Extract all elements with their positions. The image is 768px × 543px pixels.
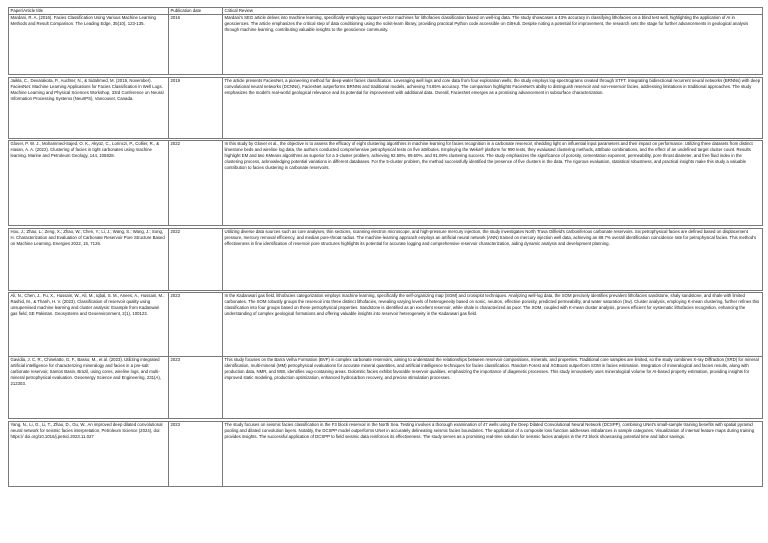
table-row [9,141,763,226]
review-cell[interactable]: This study focuses on the Barra Velha Formation (BVF) in complex carbonate reservoirs, aiming to understand the relationships between reservoir compositions, minerals, and properties. Traditional core samples are limited, so the study combines X-ray Diffraction (XRD) for mineral identification, multi-mineral (MM) petrophysical evaluations for accurate mineral quantities, and artificial intelligence techniques for facies classification. Random Forest and XGBoost outperform SOM in facies estimation. Integration of mineralogical and facies results, along with production data, NMR, and WBI, identifies vug-containing areas. Dolomitic facies exhibit favorable reservoir qualities, emphasizing the importance of diagenetic processes. This study innovatively uses mineralogical volume for AI-based property estimation, providing insights for improved static modeling, production optimization, enhanced hydrocarbon recovery, and precise stimulation processes. [223,357,763,419]
paper-cell[interactable]: Jaikla, C., Devarakota, P., Auchter, N., & Sidahmed, M. (2019, November). FaciesNet: Machine Learning Applications for Facies Classification in Well Logs. Machine Learning and Physical Sciences Workshop, 33rd Conference on Neural Information Processing Systems (NeurIPS), Vancouver, Canada. [9,77,169,138]
date-cell[interactable]: 2023 [169,293,223,357]
table-row [9,421,763,486]
literature-review-table [8,7,763,487]
header-paper[interactable]: Paper/Article title [9,8,169,15]
date-cell[interactable]: 2023 [169,421,223,486]
date-cell[interactable]: 2022 [169,228,223,290]
table-row [9,15,763,75]
review-cell[interactable]: In the Kadanwari gas field, lithofacies categorization employs machine learning, specifically the self-organizing map (SOM) and crossplot techniques. Analyzing well-log data, the SOM precisely identifies prevalent lithofacies sandstone, shaly sandstone, and shale with limited carbonates. The SOM robustly groups the reservoir into three distinct lithofacies, revealing varying levels of heterogeneity based on sonic, neutron, effective porosity, predicted permeability, and water saturation (Sw). Cluster analysis, employing K-mean clustering, further refines this classification into four groups based on these petrophysical properties. Sandstone is identified as an excellent reservoir, while shale is characterized as poor. The SOM, coupled with K-mean cluster analysis, proves efficient for systematic lithofacies recognition, enhancing the understanding of complex geological formations and offering valuable insights into reservoir heterogeneity in the Kadanwari gas field. [223,293,763,357]
header-row [9,8,763,15]
review-cell[interactable]: The study focuses on seismic facies classification in the F3 block reservoir in the North Sea. Testing involves a thorough examination of 47 wells using the Deep Dilated Convolutional Neural Network (DCSPP), combining UNet's small-sample training benefits with spatial pyramid pooling and dilated convolution layers. Notably, the DCSPP model outperforms UNet in accurately delineating seismic facies boundaries. The application of a composite loss function addresses imbalances in sample categories. Visualization of internal feature maps during training provides insights. The successful application of DCSPP to field seismic data reinforces its effectiveness. The study serves as a promising real-time solution for seismic facies analysis in the F3 block showcasing potential time and labor savings. [223,421,763,486]
paper-cell[interactable]: Gavidia, J. C. R., Chinelatto, G. F., Basso, M., et al. (2023). Utilizing integrated artificial intelligence for characterizing mineralogy and facies in a pre-salt carbonate reservoir, Santos Basin, Brazil, using cores, wireline logs, and multi-mineral petrophysical evaluation. Geoenergy Science and Engineering, 231(A), 212303. [9,357,169,419]
review-cell[interactable]: In this study by Glover et al., the objective is to assess the efficacy of eight clustering algorithms in machine learning for facies recognition in a carbonate reservoir, shedding light on influential input parameters and their impact on performance. Utilizing three datasets from distinct limestone beds and wireline log data, the authors conducted comprehensive petrophysical tests on five attributes. Employing the Weka® platform for 990 tests, they evaluated clustering methods, attribute combinations, and the effect of an undefined target cluster count. Results highlight EM and two KMeans algorithms as superior for a 3-cluster problem, achieving 92.58%, 89.60%, and 91.09% clustering success. The study emphasizes the significance of porosity, cementation exponent, permeability, pore throat diameter, and free fluid index in the clustering process, acknowledging potential variations in different databases. For the 5-cluster problem, the method successfully identified the presence of five clusters in the data. The rigorous evaluation, statistical robustness, and practical insights make this study a valuable contribution to facies clustering in carbonate reservoirs. [223,141,763,226]
paper-cell[interactable]: Glover, P. W. J., Mohammed-Sajed, O. K., Akyüz, C., Lorinczi, P., Collier, R., & Hasan, A. A. (2022). Clustering of facies in tight carbonates using machine learning. Marine and Petroleum Geology, 144, 105828. [9,141,169,226]
table-row [9,77,763,138]
paper-cell[interactable]: Ali, N., Chen, J., Fu, X., Hussain, W., Ali, M., Iqbal, S. M., Anees, A., Hussain, M., Rashid, M., & Thanh, H. V. (2023). Classification of reservoir quality using unsupervised machine learning and cluster analysis: Example from Kadanwari gas field, SE Pakistan. Geosystems and Geoenvironment, 2(1), 100123. [9,293,169,357]
table-row [9,357,763,419]
date-cell[interactable]: 2016 [169,15,223,75]
header-review[interactable]: Critical Review [223,8,763,15]
table-row [9,293,763,357]
review-cell[interactable]: Utilizing diverse data sources such as core analyses, thin sections, scanning electron microscope, and high-pressure mercury injection, the study investigates North Truva Oilfield's carboniferous carbonate reservoirs. Six petrophysical facies are defined based on displacement pressure, mercury removal efficiency, and median pore-throat radius. The machine-learning approach employs an artificial neural network (ANN) trained on mercury injection well data, achieving an 89.7% overall identification coincidence rate for petrophysical facies. This method's effectiveness in fine identification of reservoir pore structures highlights its potential for accurate logging and comprehensive reservoir characterization, aiding dynamic analysis and development planning. [223,228,763,290]
table-row [9,228,763,290]
paper-cell[interactable]: Yang, N., Li, G., Li, T., Zhao, D., Gu, W., An improved deep dilated convolutional neural network for seismic facies interpretation, Petroleum Science (2024), doi: https:// doi.org/10.1016/j.petsci.2023.11.027 [9,421,169,486]
date-cell[interactable]: 2023 [169,357,223,419]
date-cell[interactable]: 2022 [169,141,223,226]
review-cell[interactable]: Mardani's SEG article delves into machine learning, specifically employing support vector machines for lithofacies classification based on well-log data. The study showcases a 43% accuracy in classifying lithofacies on a blind test well, highlighting the application of AI in geosciences. The article emphasizes the critical step of data conditioning using the scikit-learn library, providing practical Python code accessible on GitHub. Despite noting a potential for improvement, the research sets the stage for further advancements in geological analysis through machine learning, contributing valuable insights to the geoscience community. [223,15,763,75]
paper-cell[interactable]: Hou, J.; Zhao, L.; Zeng, X.; Zhao, W.; Chen, Y.; Li, J.; Wang, S.; Wang, J.; Song, H. Characterization and Evaluation of Carbonate Reservoir Pore Structure Based on Machine Learning. Energies 2022, 15, 7126. [9,228,169,290]
review-cell[interactable]: The article presents FaciesNet, a pioneering method for deep-water facies classification. Leveraging well logs and core data from four exploration wells, the study employs log-spectrograms created through STFT. Integrating bidirectional recurrent neural networks (BRNNs) with deep convolutional neural networks (DCNNs), FaciesNet outperforms BRNNs and traditional models, achieving 74.85% accuracy. The comparison highlights FaciesNet's ability to distinguish reservoir and non-reservoir facies, addressing limitations in traditional approaches. The study emphasizes the model's real-world geological relevance and its potential for improvement with additional data. Overall, FaciesNet emerges as a promising advancement in subsurface characterization. [223,77,763,138]
date-cell[interactable]: 2019 [169,77,223,138]
paper-cell[interactable]: Mardani, R. A. (2016). Facies Classification Using Various Machine Learning Methods and Result Comparison. The Leading Edge, 35(10), 123-135. [9,15,169,75]
header-date[interactable]: Publication date [169,8,223,15]
